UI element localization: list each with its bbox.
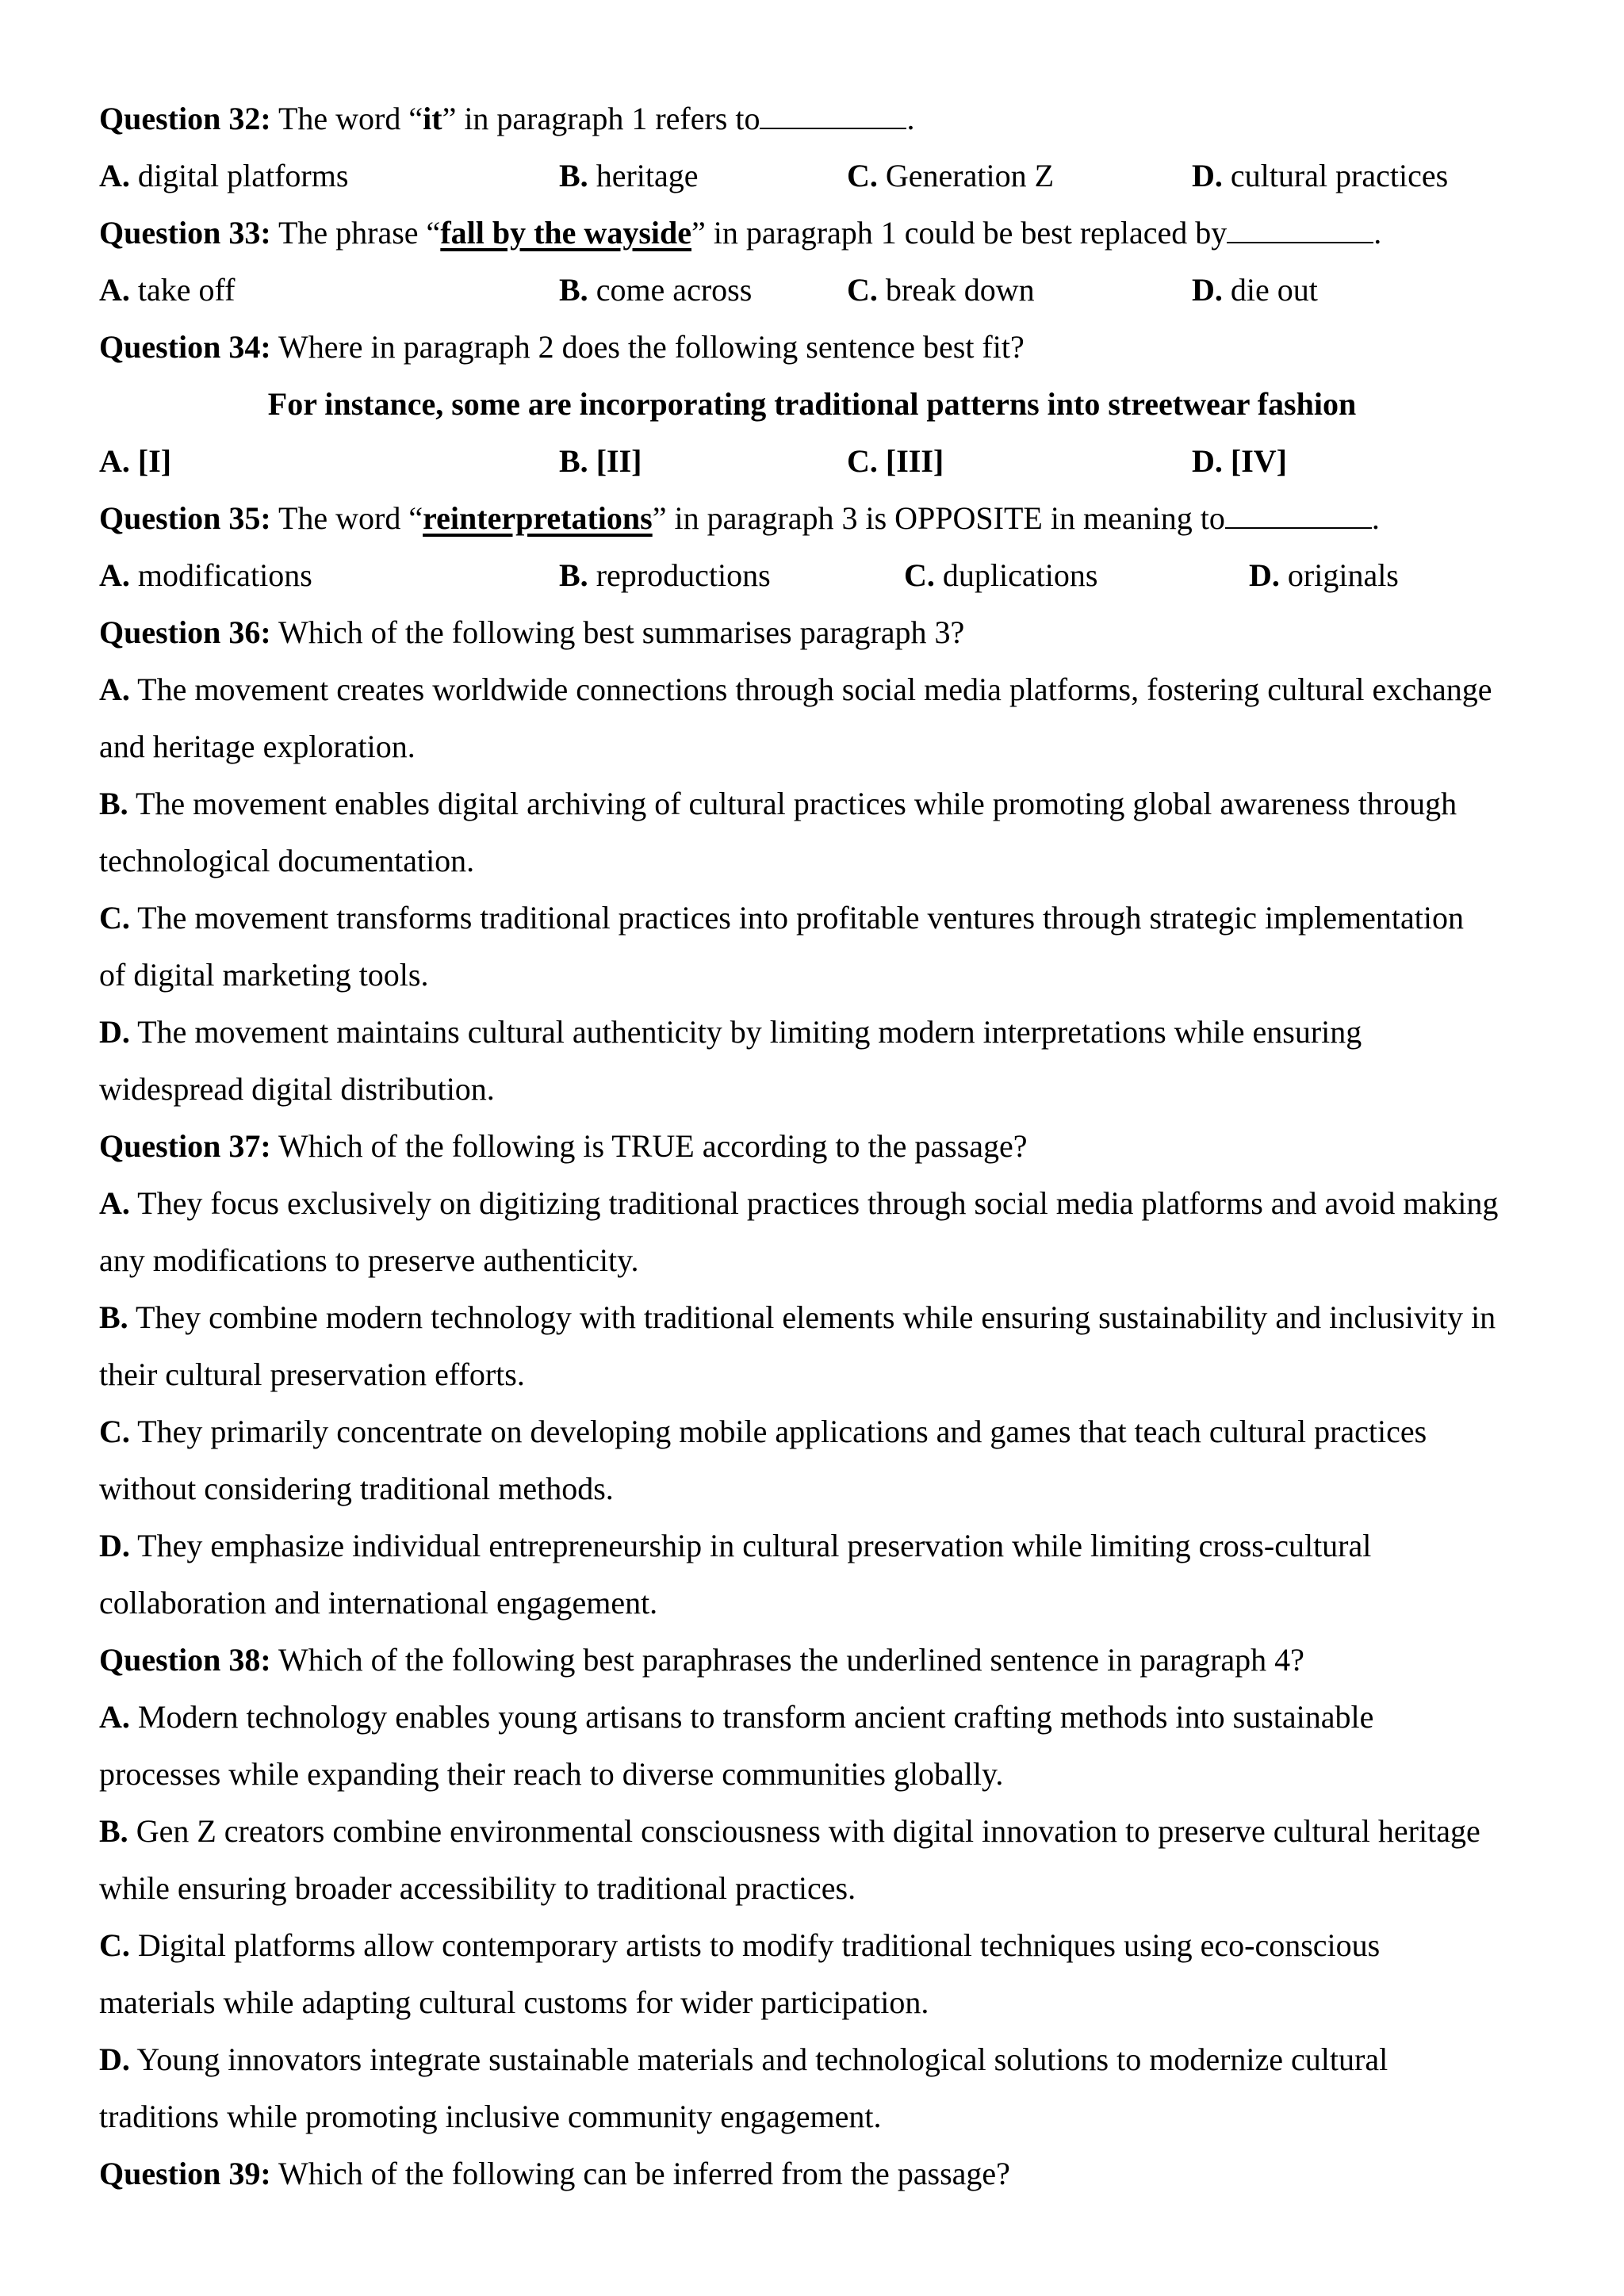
option-letter: C. — [99, 900, 130, 936]
option-a[interactable] — [99, 661, 1576, 718]
options-34 — [99, 433, 1576, 490]
question-text-pre: The word “ — [278, 101, 423, 136]
option-c[interactable] — [99, 1403, 1576, 1460]
option-b[interactable] — [559, 547, 771, 604]
question-text-pre: The word “ — [278, 500, 423, 536]
option-letter: A. — [99, 672, 130, 707]
option-letter: C. — [99, 1927, 130, 1963]
option-text: [IV] — [1230, 443, 1287, 479]
question-number: Question 34: — [99, 329, 271, 365]
options-33 — [99, 262, 1576, 319]
option-a-continued: and heritage exploration. — [99, 729, 416, 764]
option-text: die out — [1230, 272, 1318, 308]
option-letter: B. — [559, 443, 588, 479]
option-letter: D. — [99, 1014, 130, 1050]
option-text: cultural practices — [1230, 158, 1449, 193]
question-35 — [99, 490, 1576, 547]
option-c[interactable] — [847, 433, 944, 490]
option-text: Young innovators integrate sustainable materials and technological solutions to modernize cultural — [136, 2042, 1388, 2077]
option-c[interactable] — [847, 147, 1054, 205]
option-letter: A. — [99, 158, 130, 193]
option-d-continued: traditions while promoting inclusive community engagement. — [99, 2099, 882, 2134]
option-letter: B. — [99, 1299, 128, 1335]
option-b[interactable] — [559, 262, 752, 319]
options-35 — [99, 547, 1576, 604]
options-32 — [99, 147, 1576, 205]
question-text-pre: The phrase “ — [278, 215, 441, 251]
option-b-continued: technological documentation. — [99, 843, 475, 878]
option-letter: D. — [1192, 158, 1223, 193]
option-text: originals — [1287, 557, 1399, 593]
option-letter: D. — [99, 2042, 130, 2077]
question-32 — [99, 90, 1576, 147]
option-text: take off — [137, 272, 236, 308]
option-c-continued: materials while adapting cultural customs for wider participation. — [99, 1984, 929, 2020]
option-text: come across — [596, 272, 753, 308]
question-text-post: ” in paragraph 1 refers to — [442, 101, 760, 136]
question-end: . — [906, 101, 915, 136]
question-39 — [99, 2145, 1576, 2202]
option-a[interactable] — [99, 1689, 1576, 1746]
option-text: Generation Z — [885, 158, 1055, 193]
option-text: They primarily concentrate on developing mobile applications and games that teach cultural practices — [137, 1414, 1427, 1449]
option-text: They focus exclusively on digitizing traditional practices through social media platforms and avoid making — [137, 1185, 1499, 1221]
question-36 — [99, 604, 1576, 661]
option-b-continued: while ensuring broader accessibility to traditional practices. — [99, 1870, 856, 1906]
option-text: duplications — [942, 557, 1098, 593]
option-d[interactable] — [99, 1004, 1576, 1061]
keyword: fall by the wayside — [440, 215, 691, 251]
option-d[interactable] — [99, 2031, 1576, 2088]
option-letter: A. — [99, 557, 130, 593]
question-text-post: ” in paragraph 1 could be best replaced by — [691, 215, 1228, 251]
option-text: heritage — [596, 158, 699, 193]
option-d[interactable] — [1192, 262, 1318, 319]
option-a[interactable] — [99, 1175, 1576, 1232]
option-b[interactable] — [99, 775, 1576, 832]
option-text: The movement enables digital archiving of cultural practices while promoting global awareness through — [135, 786, 1457, 821]
option-d-continued: collaboration and international engagement. — [99, 1585, 658, 1621]
option-c[interactable] — [904, 547, 1097, 604]
option-c[interactable] — [99, 890, 1576, 947]
option-a-continued: processes while expanding their reach to diverse communities globally. — [99, 1756, 1004, 1792]
answer-blank — [1227, 210, 1373, 243]
option-a[interactable] — [99, 147, 348, 205]
option-letter: A. — [99, 443, 130, 479]
option-text: The movement creates worldwide connections through social media platforms, fostering cultural exchange — [137, 672, 1492, 707]
option-letter: D. — [1249, 557, 1280, 593]
option-b[interactable] — [99, 1289, 1576, 1346]
option-text: digital platforms — [137, 158, 349, 193]
question-number: Question 32: — [99, 101, 271, 136]
option-d[interactable] — [99, 1517, 1576, 1575]
option-letter: C. — [847, 158, 878, 193]
option-d[interactable] — [1249, 547, 1399, 604]
answer-blank — [760, 96, 906, 129]
option-text: Gen Z creators combine environmental consciousness with digital innovation to preserve cultural heritage — [136, 1813, 1480, 1849]
option-letter: A. — [99, 1185, 130, 1221]
option-letter: B. — [559, 557, 588, 593]
option-d-continued: widespread digital distribution. — [99, 1071, 495, 1107]
option-letter: A. — [99, 1699, 130, 1735]
option-c[interactable] — [847, 262, 1035, 319]
option-a[interactable] — [99, 433, 171, 490]
option-letter: C. — [99, 1414, 130, 1449]
question-text: Where in paragraph 2 does the following sentence best fit? — [278, 329, 1025, 365]
question-number: Question 37: — [99, 1128, 271, 1164]
option-text: [III] — [885, 443, 944, 479]
option-b-continued: their cultural preservation efforts. — [99, 1357, 525, 1392]
option-text: break down — [885, 272, 1035, 308]
option-b[interactable] — [559, 147, 699, 205]
option-letter: A. — [99, 272, 130, 308]
option-letter: D. — [99, 1528, 130, 1563]
insert-sentence: For instance, some are incorporating traditional patterns into streetwear fashion — [267, 386, 1357, 422]
option-letter: C. — [847, 272, 878, 308]
option-letter: C. — [904, 557, 935, 593]
question-number: Question 33: — [99, 215, 271, 251]
option-text: reproductions — [596, 557, 771, 593]
question-text: Which of the following best paraphrases the underlined sentence in paragraph 4? — [278, 1642, 1304, 1678]
question-text: Which of the following best summarises paragraph 3? — [278, 614, 965, 650]
option-letter: B. — [99, 1813, 128, 1849]
option-a-continued: any modifications to preserve authenticity. — [99, 1242, 639, 1278]
option-text: They combine modern technology with traditional elements while ensuring sustainability and inclusivity in — [135, 1299, 1496, 1335]
keyword: it — [423, 101, 442, 136]
question-text: Which of the following can be inferred from the passage? — [278, 2156, 1010, 2191]
question-37 — [99, 1118, 1576, 1175]
option-a[interactable] — [99, 262, 235, 319]
option-a[interactable] — [99, 547, 312, 604]
option-text: [II] — [596, 443, 642, 479]
question-text: Which of the following is TRUE according to the passage? — [278, 1128, 1028, 1164]
option-letter: B. — [559, 272, 588, 308]
option-c-continued: of digital marketing tools. — [99, 957, 429, 993]
option-text: They emphasize individual entrepreneurship in cultural preservation while limiting cross-cultural — [137, 1528, 1372, 1563]
option-letter: C. — [847, 443, 878, 479]
keyword: reinterpretations — [423, 500, 653, 536]
option-text: [I] — [137, 443, 172, 479]
question-33 — [99, 205, 1576, 262]
option-b[interactable] — [99, 1803, 1576, 1860]
option-text: The movement transforms traditional practices into profitable ventures through strategic implementation — [137, 900, 1465, 936]
option-b[interactable] — [559, 433, 642, 490]
question-end: . — [1373, 215, 1382, 251]
option-c-continued: without considering traditional methods. — [99, 1471, 614, 1506]
option-text: The movement maintains cultural authenticity by limiting modern interpretations while ensuring — [137, 1014, 1362, 1050]
question-number: Question 36: — [99, 614, 271, 650]
option-letter: B. — [559, 158, 588, 193]
option-text: modifications — [137, 557, 312, 593]
question-number: Question 39: — [99, 2156, 271, 2191]
option-d[interactable] — [1192, 147, 1448, 205]
option-text: Digital platforms allow contemporary artists to modify traditional techniques using eco-conscious — [137, 1927, 1381, 1963]
option-d[interactable] — [1192, 433, 1287, 490]
question-text-post: ” in paragraph 3 is OPPOSITE in meaning to — [652, 500, 1225, 536]
question-38 — [99, 1632, 1576, 1689]
question-end: . — [1371, 500, 1380, 536]
option-letter: D. — [1192, 443, 1223, 479]
option-letter: B. — [99, 786, 128, 821]
question-34 — [99, 319, 1576, 376]
question-number: Question 35: — [99, 500, 271, 536]
option-c[interactable] — [99, 1917, 1576, 1974]
option-text: Modern technology enables young artisans to transform ancient crafting methods into sustainable — [137, 1699, 1374, 1735]
option-letter: D. — [1192, 272, 1223, 308]
answer-blank — [1225, 496, 1372, 529]
question-number: Question 38: — [99, 1642, 271, 1678]
